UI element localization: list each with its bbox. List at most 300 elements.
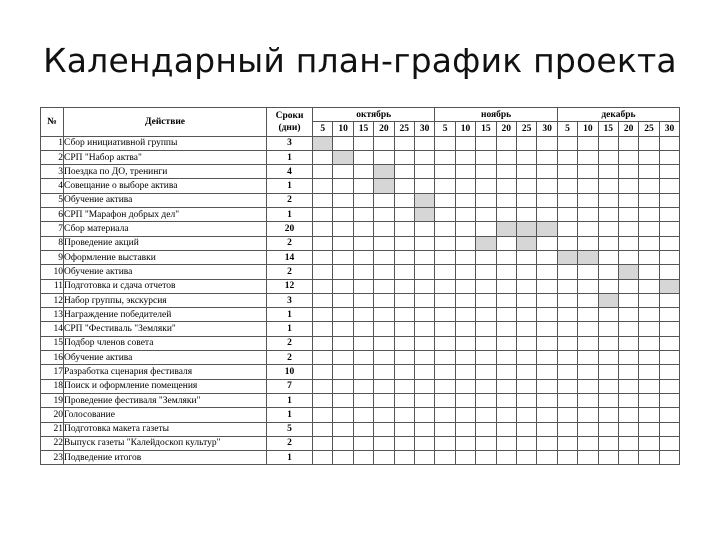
gantt-cell <box>537 136 557 150</box>
table-row <box>41 265 680 279</box>
gantt-cell <box>313 179 333 193</box>
gantt-cell <box>435 422 455 436</box>
gantt-cell <box>394 393 414 407</box>
header-duration-line2: (дни) <box>278 122 301 133</box>
gantt-cell <box>394 336 414 350</box>
gantt-cell <box>353 179 373 193</box>
row-action: Голосование <box>64 408 267 422</box>
gantt-bar-cell <box>374 179 394 193</box>
table-row <box>41 436 680 450</box>
gantt-cell <box>435 136 455 150</box>
row-action: СРП "Фестиваль "Земляки" <box>64 322 267 336</box>
gantt-cell <box>618 193 638 207</box>
day-header: 5 <box>313 122 333 136</box>
gantt-cell <box>414 408 434 422</box>
table-row <box>41 451 680 465</box>
gantt-cell <box>455 165 475 179</box>
gantt-cell <box>659 422 679 436</box>
gantt-cell <box>394 451 414 465</box>
gantt-cell <box>313 408 333 422</box>
row-action: Проведение акций <box>64 236 267 250</box>
gantt-cell <box>639 293 659 307</box>
gantt-cell <box>659 179 679 193</box>
gantt-cell <box>578 193 598 207</box>
gantt-cell <box>537 250 557 264</box>
gantt-cell <box>516 436 536 450</box>
gantt-cell <box>557 236 577 250</box>
gantt-cell <box>618 222 638 236</box>
gantt-cell <box>333 250 353 264</box>
table-row <box>41 165 680 179</box>
table-row <box>41 193 680 207</box>
row-duration: 3 <box>267 293 313 307</box>
gantt-cell <box>537 322 557 336</box>
gantt-cell <box>414 365 434 379</box>
gantt-cell <box>374 279 394 293</box>
gantt-cell <box>374 222 394 236</box>
gantt-cell <box>435 351 455 365</box>
gantt-cell <box>557 222 577 236</box>
gantt-cell <box>353 351 373 365</box>
gantt-cell <box>578 208 598 222</box>
gantt-cell <box>659 322 679 336</box>
gantt-cell <box>557 351 577 365</box>
day-header: 20 <box>618 122 638 136</box>
row-action: Награждение победителей <box>64 308 267 322</box>
gantt-cell <box>618 236 638 250</box>
gantt-cell <box>333 222 353 236</box>
gantt-cell <box>374 308 394 322</box>
gantt-cell <box>516 393 536 407</box>
gantt-cell <box>313 451 333 465</box>
gantt-cell <box>353 422 373 436</box>
gantt-cell <box>659 351 679 365</box>
gantt-cell <box>578 308 598 322</box>
gantt-cell <box>394 136 414 150</box>
gantt-cell <box>333 293 353 307</box>
gantt-cell <box>659 208 679 222</box>
gantt-cell <box>476 165 496 179</box>
day-header: 20 <box>496 122 516 136</box>
gantt-cell <box>639 322 659 336</box>
gantt-cell <box>455 265 475 279</box>
gantt-cell <box>374 136 394 150</box>
gantt-cell <box>435 250 455 264</box>
gantt-cell <box>313 222 333 236</box>
gantt-cell <box>476 322 496 336</box>
gantt-cell <box>394 222 414 236</box>
gantt-cell <box>414 436 434 450</box>
gantt-cell <box>578 222 598 236</box>
gantt-cell <box>476 265 496 279</box>
gantt-cell <box>353 193 373 207</box>
gantt-cell <box>578 393 598 407</box>
table-row <box>41 308 680 322</box>
row-number: 2 <box>41 150 64 164</box>
gantt-cell <box>578 150 598 164</box>
gantt-bar-cell <box>537 222 557 236</box>
gantt-cell <box>557 393 577 407</box>
gantt-cell <box>537 351 557 365</box>
row-action: Проведение фестиваля "Земляки" <box>64 393 267 407</box>
table-row <box>41 179 680 193</box>
row-number: 15 <box>41 336 64 350</box>
row-number: 16 <box>41 351 64 365</box>
gantt-cell <box>598 165 618 179</box>
gantt-cell <box>476 336 496 350</box>
gantt-cell <box>333 393 353 407</box>
gantt-bar-cell <box>476 236 496 250</box>
gantt-cell <box>578 436 598 450</box>
gantt-cell <box>394 236 414 250</box>
gantt-cell <box>414 236 434 250</box>
gantt-cell <box>618 208 638 222</box>
gantt-cell <box>394 250 414 264</box>
month-header-0: октябрь <box>313 108 435 122</box>
gantt-cell <box>476 222 496 236</box>
gantt-cell <box>455 236 475 250</box>
gantt-cell <box>598 422 618 436</box>
gantt-cell <box>374 422 394 436</box>
gantt-cell <box>639 208 659 222</box>
gantt-cell <box>353 336 373 350</box>
row-action: Подведение итогов <box>64 451 267 465</box>
row-duration: 3 <box>267 136 313 150</box>
gantt-cell <box>374 150 394 164</box>
gantt-body <box>41 136 680 465</box>
gantt-cell <box>333 436 353 450</box>
gantt-cell <box>414 279 434 293</box>
header-duration-line1: Сроки <box>275 110 304 121</box>
gantt-cell <box>435 336 455 350</box>
gantt-cell <box>414 136 434 150</box>
gantt-bar-cell <box>516 222 536 236</box>
gantt-cell <box>435 150 455 164</box>
gantt-cell <box>537 279 557 293</box>
gantt-cell <box>496 265 516 279</box>
gantt-cell <box>557 451 577 465</box>
gantt-cell <box>333 193 353 207</box>
gantt-cell <box>578 451 598 465</box>
gantt-cell <box>639 436 659 450</box>
gantt-cell <box>455 179 475 193</box>
gantt-cell <box>476 351 496 365</box>
gantt-cell <box>659 393 679 407</box>
gantt-cell <box>639 193 659 207</box>
gantt-cell <box>476 365 496 379</box>
gantt-cell <box>455 422 475 436</box>
gantt-cell <box>333 422 353 436</box>
gantt-cell <box>516 265 536 279</box>
gantt-cell <box>598 351 618 365</box>
row-action: Подготовка и сдача отчетов <box>64 279 267 293</box>
gantt-cell <box>414 222 434 236</box>
row-action: СРП "Марафон добрых дел" <box>64 208 267 222</box>
gantt-cell <box>537 193 557 207</box>
gantt-cell <box>598 193 618 207</box>
gantt-cell <box>374 193 394 207</box>
gantt-cell <box>578 336 598 350</box>
gantt-cell <box>639 451 659 465</box>
gantt-cell <box>578 422 598 436</box>
gantt-cell <box>659 308 679 322</box>
table-row <box>41 208 680 222</box>
gantt-cell <box>557 179 577 193</box>
gantt-cell <box>659 136 679 150</box>
gantt-cell <box>414 293 434 307</box>
gantt-cell <box>394 365 414 379</box>
gantt-cell <box>639 422 659 436</box>
gantt-cell <box>496 436 516 450</box>
row-action: Совещание о выборе актива <box>64 179 267 193</box>
day-header: 10 <box>455 122 475 136</box>
gantt-cell <box>435 222 455 236</box>
row-action: Разработка сценария фестиваля <box>64 365 267 379</box>
row-duration: 2 <box>267 193 313 207</box>
gantt-cell <box>639 336 659 350</box>
gantt-cell <box>598 365 618 379</box>
gantt-cell <box>659 451 679 465</box>
gantt-cell <box>455 208 475 222</box>
gantt-cell <box>313 365 333 379</box>
gantt-cell <box>435 322 455 336</box>
gantt-cell <box>496 422 516 436</box>
gantt-cell <box>618 179 638 193</box>
gantt-bar-cell <box>516 236 536 250</box>
gantt-cell <box>557 165 577 179</box>
day-header: 15 <box>353 122 373 136</box>
gantt-cell <box>516 379 536 393</box>
gantt-cell <box>516 250 536 264</box>
gantt-cell <box>476 422 496 436</box>
gantt-cell <box>374 336 394 350</box>
month-header-2: декабрь <box>557 108 679 122</box>
gantt-cell <box>414 351 434 365</box>
gantt-cell <box>414 308 434 322</box>
row-number: 9 <box>41 250 64 264</box>
gantt-cell <box>374 408 394 422</box>
gantt-cell <box>353 150 373 164</box>
gantt-cell <box>618 279 638 293</box>
gantt-cell <box>516 279 536 293</box>
gantt-cell <box>598 250 618 264</box>
gantt-cell <box>516 365 536 379</box>
gantt-cell <box>516 336 536 350</box>
gantt-cell <box>353 250 373 264</box>
day-header: 10 <box>333 122 353 136</box>
gantt-cell <box>394 165 414 179</box>
gantt-cell <box>537 451 557 465</box>
row-duration: 1 <box>267 408 313 422</box>
gantt-cell <box>496 351 516 365</box>
gantt-cell <box>476 408 496 422</box>
gantt-cell <box>394 422 414 436</box>
gantt-cell <box>578 293 598 307</box>
gantt-cell <box>618 322 638 336</box>
day-header: 30 <box>414 122 434 136</box>
day-header: 30 <box>537 122 557 136</box>
gantt-cell <box>414 179 434 193</box>
row-action: Набор группы, экскурсия <box>64 293 267 307</box>
gantt-cell <box>333 365 353 379</box>
row-number: 3 <box>41 165 64 179</box>
gantt-cell <box>374 365 394 379</box>
gantt-cell <box>313 236 333 250</box>
gantt-cell <box>353 379 373 393</box>
gantt-cell <box>353 279 373 293</box>
gantt-cell <box>353 408 373 422</box>
gantt-cell <box>374 379 394 393</box>
gantt-cell <box>313 322 333 336</box>
gantt-cell <box>639 236 659 250</box>
gantt-table <box>40 107 680 465</box>
day-header: 5 <box>557 122 577 136</box>
gantt-cell <box>537 265 557 279</box>
gantt-cell <box>557 436 577 450</box>
gantt-cell <box>496 165 516 179</box>
gantt-cell <box>639 265 659 279</box>
gantt-cell <box>313 279 333 293</box>
day-header: 15 <box>598 122 618 136</box>
gantt-cell <box>496 365 516 379</box>
gantt-cell <box>496 208 516 222</box>
gantt-cell <box>557 422 577 436</box>
gantt-cell <box>598 379 618 393</box>
gantt-cell <box>598 222 618 236</box>
gantt-cell <box>618 150 638 164</box>
gantt-cell <box>618 250 638 264</box>
gantt-cell <box>659 379 679 393</box>
gantt-cell <box>476 393 496 407</box>
gantt-cell <box>333 265 353 279</box>
gantt-cell <box>353 136 373 150</box>
gantt-cell <box>618 393 638 407</box>
gantt-bar-cell <box>496 222 516 236</box>
gantt-cell <box>353 308 373 322</box>
row-number: 6 <box>41 208 64 222</box>
row-duration: 4 <box>267 165 313 179</box>
row-number: 4 <box>41 179 64 193</box>
row-number: 21 <box>41 422 64 436</box>
gantt-cell <box>455 293 475 307</box>
gantt-cell <box>659 265 679 279</box>
gantt-cell <box>537 422 557 436</box>
gantt-cell <box>455 365 475 379</box>
row-number: 18 <box>41 379 64 393</box>
gantt-cell <box>516 150 536 164</box>
gantt-cell <box>313 379 333 393</box>
gantt-cell <box>353 322 373 336</box>
gantt-cell <box>455 222 475 236</box>
gantt-cell <box>659 365 679 379</box>
gantt-cell <box>435 179 455 193</box>
gantt-cell <box>557 379 577 393</box>
gantt-cell <box>374 351 394 365</box>
gantt-cell <box>598 208 618 222</box>
gantt-cell <box>557 208 577 222</box>
row-action: Обучение актива <box>64 265 267 279</box>
gantt-cell <box>414 422 434 436</box>
gantt-cell <box>353 451 373 465</box>
gantt-cell <box>394 150 414 164</box>
row-action: Выпуск газеты "Калейдоскоп культур" <box>64 436 267 450</box>
gantt-cell <box>455 351 475 365</box>
gantt-cell <box>537 436 557 450</box>
header-action: Действие <box>64 108 267 137</box>
gantt-cell <box>618 293 638 307</box>
gantt-cell <box>537 165 557 179</box>
gantt-cell <box>496 150 516 164</box>
gantt-cell <box>516 408 536 422</box>
gantt-cell <box>598 322 618 336</box>
gantt-cell <box>659 436 679 450</box>
gantt-cell <box>516 193 536 207</box>
gantt-cell <box>578 379 598 393</box>
gantt-cell <box>333 208 353 222</box>
table-row <box>41 336 680 350</box>
day-header: 5 <box>435 122 455 136</box>
gantt-cell <box>516 293 536 307</box>
gantt-cell <box>516 308 536 322</box>
gantt-cell <box>618 308 638 322</box>
gantt-cell <box>537 236 557 250</box>
row-duration: 20 <box>267 222 313 236</box>
gantt-cell <box>435 165 455 179</box>
gantt-cell <box>394 193 414 207</box>
row-action: СРП "Набор актва" <box>64 150 267 164</box>
row-action: Обучение актива <box>64 351 267 365</box>
gantt-cell <box>374 393 394 407</box>
gantt-cell <box>639 365 659 379</box>
gantt-cell <box>394 351 414 365</box>
row-action: Поездка по ДО, тренинги <box>64 165 267 179</box>
gantt-cell <box>659 222 679 236</box>
gantt-cell <box>333 351 353 365</box>
gantt-cell <box>374 265 394 279</box>
table-row <box>41 150 680 164</box>
gantt-cell <box>313 336 333 350</box>
gantt-cell <box>639 165 659 179</box>
gantt-cell <box>394 293 414 307</box>
gantt-cell <box>394 208 414 222</box>
row-duration: 1 <box>267 322 313 336</box>
gantt-cell <box>353 222 373 236</box>
gantt-cell <box>659 293 679 307</box>
gantt-cell <box>394 308 414 322</box>
gantt-cell <box>557 150 577 164</box>
row-action: Подготовка макета газеты <box>64 422 267 436</box>
day-header: 25 <box>639 122 659 136</box>
row-action: Оформление выставки <box>64 250 267 264</box>
gantt-cell <box>476 179 496 193</box>
gantt-cell <box>313 293 333 307</box>
gantt-cell <box>537 208 557 222</box>
slide-title: Календарный план-график проекта <box>43 41 677 80</box>
row-duration: 1 <box>267 308 313 322</box>
table-row <box>41 279 680 293</box>
gantt-cell <box>516 136 536 150</box>
gantt-bar-cell <box>414 193 434 207</box>
gantt-cell <box>516 208 536 222</box>
gantt-cell <box>455 436 475 450</box>
row-action: Сбор материала <box>64 222 267 236</box>
gantt-cell <box>659 165 679 179</box>
gantt-cell <box>476 136 496 150</box>
gantt-cell <box>659 336 679 350</box>
gantt-cell <box>618 136 638 150</box>
gantt-cell <box>476 250 496 264</box>
gantt-cell <box>557 279 577 293</box>
